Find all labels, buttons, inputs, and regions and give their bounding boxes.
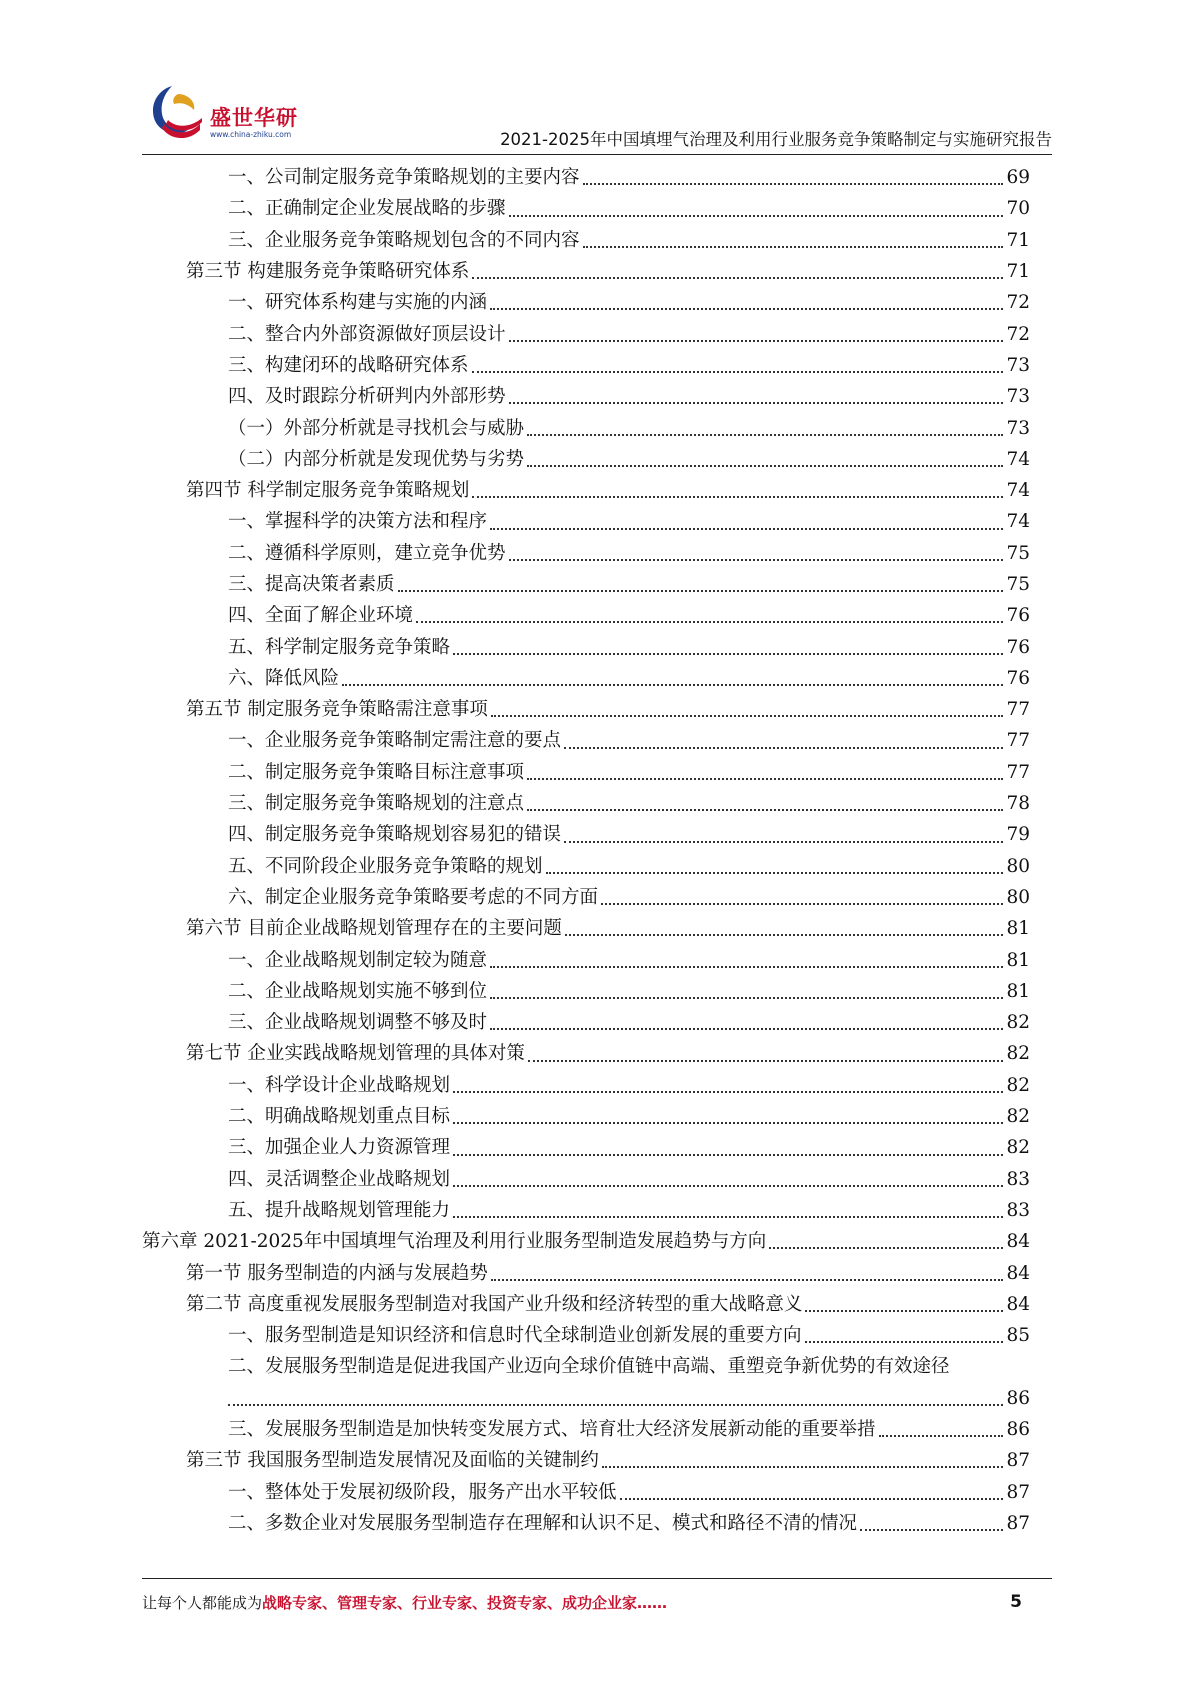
toc-entry-title: 四、全面了解企业环境 xyxy=(228,605,414,627)
toc-entry-title: （一）外部分析就是寻找机会与威胁 xyxy=(228,417,525,439)
toc-entry-page: 76 xyxy=(1006,636,1030,658)
toc-entry-title: 一、服务型制造是知识经济和信息时代全球制造业创新发展的重要方向 xyxy=(228,1325,802,1347)
toc-leader-dots xyxy=(527,809,1003,811)
toc-entry-title: 一、掌握科学的决策方法和程序 xyxy=(228,511,488,533)
toc-entry-title: 二、正确制定企业发展战略的步骤 xyxy=(228,198,506,220)
toc-entry[interactable] xyxy=(142,350,1030,381)
toc-leader-dots xyxy=(583,183,1004,185)
toc-entry-page: 77 xyxy=(1006,699,1030,721)
toc-leader-dots xyxy=(509,340,1004,342)
toc-entry-page: 73 xyxy=(1006,417,1030,439)
toc-entry-title: 四、灵活调整企业战略规划 xyxy=(228,1168,451,1190)
toc-entry-continuation[interactable] xyxy=(142,1383,1030,1414)
toc-entry-title: 二、遵循科学原则，建立竞争优势 xyxy=(228,542,506,564)
toc-entry[interactable] xyxy=(142,1476,1030,1507)
toc-leader-dots xyxy=(453,1216,1003,1218)
toc-entry[interactable] xyxy=(142,1257,1030,1288)
toc-entry-page: 82 xyxy=(1006,1106,1030,1128)
toc-entry[interactable] xyxy=(142,725,1030,756)
toc-entry-page: 84 xyxy=(1006,1231,1030,1253)
toc-entry[interactable] xyxy=(142,788,1030,819)
toc-leader-dots xyxy=(565,934,1004,936)
toc-entry[interactable] xyxy=(142,944,1030,975)
toc-leader-dots xyxy=(620,1498,1004,1500)
toc-entry-title: 第三节 构建服务竞争策略研究体系 xyxy=(186,261,470,283)
toc-entry[interactable] xyxy=(142,538,1030,569)
toc-leader-dots xyxy=(509,215,1004,217)
toc-leader-dots xyxy=(527,465,1003,467)
page-header xyxy=(142,80,1052,152)
toc-leader-dots xyxy=(472,371,1004,373)
toc-entry-title: 一、科学设计企业战略规划 xyxy=(228,1074,451,1096)
toc-entry[interactable] xyxy=(142,1195,1030,1226)
toc-leader-dots xyxy=(528,1060,1004,1062)
toc-leader-dots xyxy=(453,1185,1003,1187)
logo-text: 盛世华研 xyxy=(210,106,298,130)
toc-entry-page: 79 xyxy=(1006,824,1030,846)
toc-entry-title: 六、降低风险 xyxy=(228,667,340,689)
toc-entry-title: 四、制定服务竞争策略规划容易犯的错误 xyxy=(228,824,562,846)
toc-entry-title: 二、发展服务型制造是促进我国产业迈向全球价值链中高端、重塑竞争新优势的有效途径 xyxy=(228,1356,950,1378)
toc-entry-title: 四、及时跟踪分析研判内外部形势 xyxy=(228,386,506,408)
toc-entry-title: 一、公司制定服务竞争策略规划的主要内容 xyxy=(228,167,580,189)
toc-entry-page: 76 xyxy=(1006,667,1030,689)
toc-leader-dots xyxy=(602,1466,1004,1468)
toc-entry-title: 第四节 科学制定服务竞争策略规划 xyxy=(186,480,470,502)
logo-url: www.china-zhiku.com xyxy=(210,130,292,139)
toc-entry[interactable] xyxy=(142,1445,1030,1476)
toc-entry[interactable] xyxy=(142,287,1030,318)
toc-entry-title: 一、研究体系构建与实施的内涵 xyxy=(228,292,488,314)
toc-entry-page: 71 xyxy=(1006,229,1030,251)
toc-entry-title: 三、企业服务竞争策略规划包含的不同内容 xyxy=(228,229,580,251)
logo-swirl-icon xyxy=(142,80,208,146)
toc-leader-dots xyxy=(490,997,1003,999)
toc-entry-title: 五、科学制定服务竞争策略 xyxy=(228,636,451,658)
toc-entry[interactable] xyxy=(142,1351,1030,1382)
toc-entry-page: 82 xyxy=(1006,1137,1030,1159)
toc-entry[interactable] xyxy=(142,1164,1030,1195)
toc-entry-title: 一、企业战略规划制定较为随意 xyxy=(228,949,488,971)
toc-entry-title: 五、不同阶段企业服务竞争策略的规划 xyxy=(228,855,543,877)
toc-entry-page: 71 xyxy=(1006,261,1030,283)
toc-leader-dots xyxy=(490,308,1003,310)
toc-entry[interactable] xyxy=(142,1101,1030,1132)
toc-entry-title: 三、企业战略规划调整不够及时 xyxy=(228,1012,488,1034)
toc-entry-title: 第三节 我国服务型制造发展情况及面临的关键制约 xyxy=(186,1450,599,1472)
toc-entry[interactable] xyxy=(142,819,1030,850)
toc-entry-title: 三、提高决策者素质 xyxy=(228,574,395,595)
toc-leader-dots xyxy=(509,559,1004,561)
toc-entry[interactable] xyxy=(142,1414,1030,1445)
toc-entry-page: 82 xyxy=(1006,1043,1030,1065)
toc-entry[interactable] xyxy=(142,1007,1030,1038)
toc-leader-dots xyxy=(527,778,1003,780)
header-divider xyxy=(142,154,1052,155)
toc-leader-dots xyxy=(546,872,1004,874)
toc-entry[interactable] xyxy=(142,694,1030,725)
toc-entry-page: 81 xyxy=(1006,949,1030,971)
toc-entry-title: 二、多数企业对发展服务型制造存在理解和认识不足、模式和路径不清的情况 xyxy=(228,1512,858,1534)
toc-entry-title: 一、企业服务竞争策略制定需注意的要点 xyxy=(228,730,562,752)
toc-entry-page: 76 xyxy=(1006,605,1030,627)
toc-entry[interactable] xyxy=(142,318,1030,349)
toc-leader-dots xyxy=(453,1154,1003,1156)
toc-entry-page: 87 xyxy=(1006,1512,1030,1534)
toc-entry-page: 84 xyxy=(1006,1262,1030,1284)
toc-entry-page: 74 xyxy=(1006,448,1030,470)
toc-entry-page: 77 xyxy=(1006,730,1030,752)
toc-entry[interactable] xyxy=(142,162,1030,193)
toc-entry-page: 72 xyxy=(1006,323,1030,345)
footer-slogan-lead: 让每个人都能成为 xyxy=(142,1594,263,1612)
toc-entry[interactable] xyxy=(142,1038,1030,1069)
toc-leader-dots xyxy=(472,496,1003,498)
toc-entry-title: 三、发展服务型制造是加快转变发展方式、培育壮大经济发展新动能的重要举措 xyxy=(228,1419,876,1441)
toc-entry-title: 五、提升战略规划管理能力 xyxy=(228,1199,451,1221)
footer-divider xyxy=(142,1578,1052,1579)
toc-leader-dots xyxy=(583,246,1004,248)
toc-entry[interactable] xyxy=(142,1226,1030,1257)
toc-entry-title: 一、整体处于发展初级阶段，服务产出水平较低 xyxy=(228,1481,617,1503)
toc-entry-page: 70 xyxy=(1006,198,1030,220)
toc-entry-title: 第五节 制定服务竞争策略需注意事项 xyxy=(186,699,488,721)
toc-entry[interactable] xyxy=(142,475,1030,506)
toc-leader-dots xyxy=(472,277,1003,279)
toc-entry[interactable] xyxy=(142,1132,1030,1163)
toc-entry-title: 六、制定企业服务竞争策略要考虑的不同方面 xyxy=(228,886,599,908)
toc-entry-page: 73 xyxy=(1006,386,1030,408)
toc-entry-page: 80 xyxy=(1006,855,1030,877)
toc-entry[interactable] xyxy=(142,882,1030,913)
toc-entry-page: 78 xyxy=(1006,793,1030,815)
toc-entry-title: 二、明确战略规划重点目标 xyxy=(228,1106,451,1128)
toc-leader-dots xyxy=(769,1247,1003,1249)
report-title: 2021-2025年中国填埋气治理及利用行业服务竞争策略制定与实施研究报告 xyxy=(500,130,1052,149)
toc-entry-page: 83 xyxy=(1006,1199,1030,1221)
toc-leader-dots xyxy=(527,434,1003,436)
toc-entry-page: 81 xyxy=(1006,918,1030,940)
toc-entry-title: 三、构建闭环的战略研究体系 xyxy=(228,354,469,376)
toc-leader-dots xyxy=(509,402,1004,404)
toc-leader-dots xyxy=(490,1028,1003,1030)
toc-entry-page: 73 xyxy=(1006,354,1030,376)
toc-entry-title: （二）内部分析就是发现优势与劣势 xyxy=(228,448,525,470)
toc-entry-page: 85 xyxy=(1006,1325,1030,1347)
toc-entry[interactable] xyxy=(142,913,1030,944)
toc-leader-dots xyxy=(342,684,1003,686)
toc-entry[interactable] xyxy=(142,412,1030,443)
toc-leader-dots xyxy=(453,653,1003,655)
toc-entry[interactable] xyxy=(142,851,1030,882)
toc-leader-dots xyxy=(453,1122,1003,1124)
toc-entry[interactable] xyxy=(142,1508,1030,1539)
toc-entry[interactable] xyxy=(142,506,1030,537)
toc-entry[interactable] xyxy=(142,757,1030,788)
toc-entry[interactable] xyxy=(142,1320,1030,1351)
toc-leader-dots xyxy=(490,528,1003,530)
toc-leader-dots xyxy=(860,1529,1003,1531)
toc-entry-title: 二、企业战略规划实施不够到位 xyxy=(228,980,488,1002)
page-number: 5 xyxy=(1010,1592,1022,1612)
toc-leader-dots xyxy=(601,903,1003,905)
toc-entry-page: 77 xyxy=(1006,761,1030,783)
toc-entry-page: 83 xyxy=(1006,1168,1030,1190)
toc-leader-dots xyxy=(398,590,1004,592)
toc-entry-title: 第六章 2021-2025年中国填埋气治理及利用行业服务型制造发展趋势与方向 xyxy=(142,1231,767,1253)
toc-entry[interactable] xyxy=(142,631,1030,662)
toc-entry-title: 第六节 目前企业战略规划管理存在的主要问题 xyxy=(186,918,562,940)
toc-entry-title: 二、整合内外部资源做好顶层设计 xyxy=(228,323,506,345)
toc-entry-title: 第一节 服务型制造的内涵与发展趋势 xyxy=(186,1262,488,1284)
toc-leader-dots xyxy=(564,841,1003,843)
toc-leader-dots xyxy=(564,747,1003,749)
toc-entry[interactable] xyxy=(142,569,1030,600)
toc-entry-page: 82 xyxy=(1006,1074,1030,1096)
toc-entry-page: 72 xyxy=(1006,292,1030,314)
toc-entry-page: 87 xyxy=(1006,1481,1030,1503)
toc-entry-page: 75 xyxy=(1006,574,1030,595)
toc-entry-page: 80 xyxy=(1006,886,1030,908)
toc-leader-dots xyxy=(879,1435,1004,1437)
toc-entry-title: 三、制定服务竞争策略规划的注意点 xyxy=(228,793,525,815)
toc-entry[interactable] xyxy=(142,663,1030,694)
company-logo xyxy=(142,80,362,146)
toc-entry[interactable] xyxy=(142,1289,1030,1320)
toc-entry-page: 74 xyxy=(1006,480,1030,502)
toc-entry-page: 86 xyxy=(1006,1419,1030,1441)
toc-entry-page: 86 xyxy=(1006,1387,1030,1409)
table-of-contents xyxy=(142,162,1030,1539)
toc-leader-dots xyxy=(228,1404,1003,1406)
toc-entry-title: 第七节 企业实践战略规划管理的具体对策 xyxy=(186,1043,525,1065)
page-footer xyxy=(142,1592,1022,1618)
toc-leader-dots xyxy=(490,966,1003,968)
toc-entry[interactable] xyxy=(142,444,1030,475)
toc-leader-dots xyxy=(416,621,1003,623)
toc-entry[interactable] xyxy=(142,976,1030,1007)
toc-entry-page: 81 xyxy=(1006,980,1030,1002)
toc-entry-page: 75 xyxy=(1006,542,1030,564)
toc-entry-title: 第二节 高度重视发展服务型制造对我国产业升级和经济转型的重大战略意义 xyxy=(186,1293,803,1315)
toc-entry-page: 82 xyxy=(1006,1012,1030,1034)
toc-entry[interactable] xyxy=(142,600,1030,631)
toc-leader-dots xyxy=(491,1279,1004,1281)
toc-entry-page: 87 xyxy=(1006,1450,1030,1472)
toc-leader-dots xyxy=(491,715,1004,717)
toc-entry[interactable] xyxy=(142,1070,1030,1101)
toc-leader-dots xyxy=(805,1341,1004,1343)
toc-entry-page: 69 xyxy=(1006,167,1030,189)
toc-entry-page: 84 xyxy=(1006,1293,1030,1315)
toc-entry[interactable] xyxy=(142,193,1030,224)
toc-entry-page: 74 xyxy=(1006,511,1030,533)
toc-entry[interactable] xyxy=(142,225,1030,256)
toc-leader-dots xyxy=(453,1091,1003,1093)
toc-leader-dots xyxy=(805,1310,1003,1312)
footer-slogan-highlight: 战略专家、管理专家、行业专家、投资专家、成功企业家…… xyxy=(262,1594,668,1612)
toc-entry[interactable] xyxy=(142,381,1030,412)
toc-entry-title: 二、制定服务竞争策略目标注意事项 xyxy=(228,761,525,783)
toc-entry-title: 三、加强企业人力资源管理 xyxy=(228,1137,451,1159)
toc-entry[interactable] xyxy=(142,256,1030,287)
